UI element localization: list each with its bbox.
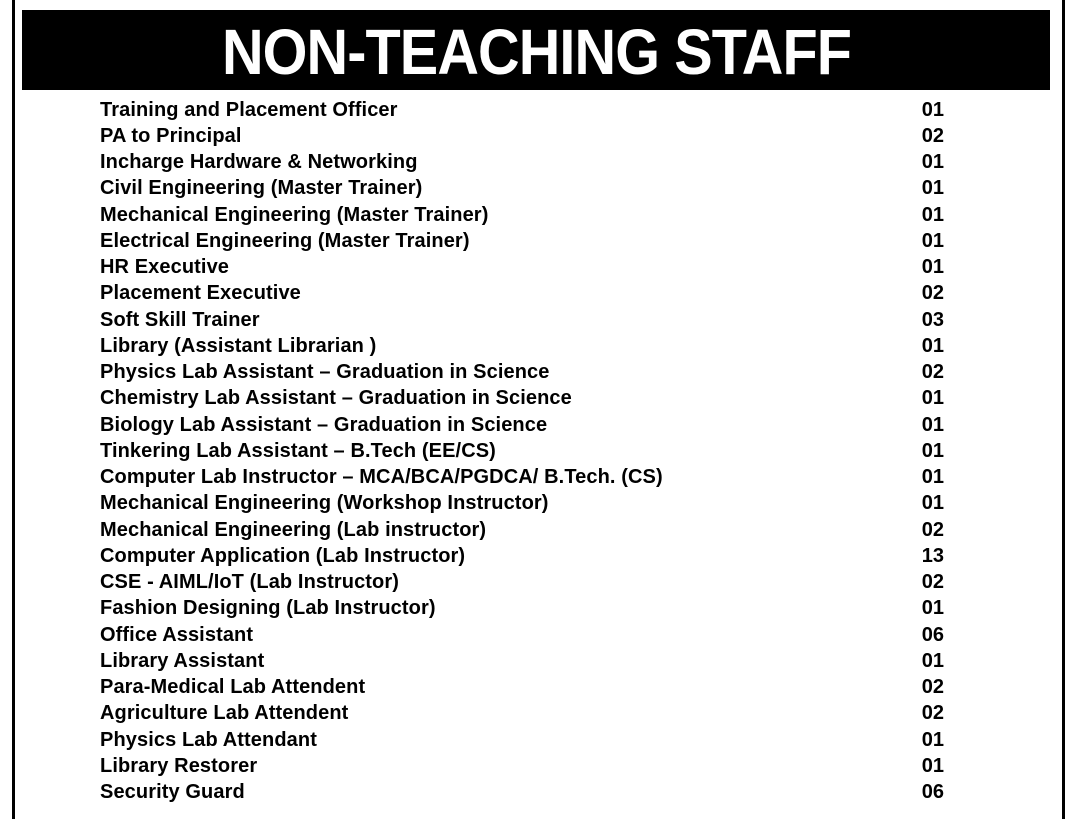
post-count: 06: [921, 781, 944, 804]
list-item: [100, 176, 960, 202]
list-item: [100, 438, 960, 464]
post-count: 03: [921, 308, 944, 331]
post-name: Library Assistant: [100, 649, 265, 672]
post-count: 01: [921, 229, 944, 252]
post-name: Mechanical Engineering (Workshop Instructor): [100, 492, 549, 515]
post-list: [100, 97, 960, 806]
post-count: 01: [921, 334, 944, 357]
post-count: 01: [921, 649, 944, 672]
list-item: [100, 360, 960, 386]
post-count: 01: [921, 728, 944, 751]
list-item: [100, 570, 960, 596]
post-name: HR Executive: [100, 256, 230, 279]
post-count: 06: [921, 623, 944, 646]
post-name: Electrical Engineering (Master Trainer): [100, 229, 470, 252]
list-item: [100, 622, 960, 648]
post-name: Chemistry Lab Assistant – Graduation in Science: [100, 387, 572, 410]
list-item: [100, 648, 960, 674]
list-item: [100, 123, 960, 149]
list-item: [100, 255, 960, 281]
post-name: Physics Lab Assistant – Graduation in Science: [100, 361, 550, 384]
list-item: [100, 150, 960, 176]
post-name: Library (Assistant Librarian ): [100, 334, 377, 357]
post-count: 13: [921, 544, 944, 567]
post-count: 02: [921, 124, 944, 147]
post-name: Para-Medical Lab Attendent: [100, 676, 366, 699]
list-item: [100, 675, 960, 701]
list-item: [100, 491, 960, 517]
post-count: 01: [921, 98, 944, 121]
post-name: Training and Placement Officer: [100, 98, 398, 121]
post-name: Security Guard: [100, 781, 245, 804]
post-count: 02: [921, 518, 944, 541]
post-name: Biology Lab Assistant – Graduation in Science: [100, 413, 548, 436]
post-count: 01: [921, 754, 944, 777]
post-count: 02: [921, 282, 944, 305]
post-name: Tinkering Lab Assistant – B.Tech (EE/CS): [100, 439, 496, 462]
post-name: Fashion Designing (Lab Instructor): [100, 597, 436, 620]
list-item: [100, 97, 960, 123]
page-title: NON-TEACHING STAFF: [221, 16, 851, 88]
list-item: [100, 780, 960, 806]
post-name: Mechanical Engineering (Master Trainer): [100, 203, 489, 226]
post-count: 01: [921, 387, 944, 410]
post-count: 02: [921, 361, 944, 384]
list-item: [100, 333, 960, 359]
post-count: 01: [921, 413, 944, 436]
post-name: Agriculture Lab Attendent: [100, 702, 349, 725]
post-count: 01: [921, 151, 944, 174]
list-item: [100, 202, 960, 228]
post-name: Incharge Hardware & Networking: [100, 151, 418, 174]
post-count: 02: [921, 702, 944, 725]
post-name: Soft Skill Trainer: [100, 308, 260, 331]
post-name: Mechanical Engineering (Lab instructor): [100, 518, 487, 541]
post-count: 01: [921, 203, 944, 226]
post-name: Civil Engineering (Master Trainer): [100, 177, 423, 200]
list-item: [100, 596, 960, 622]
list-item: [100, 727, 960, 753]
post-name: Placement Executive: [100, 282, 301, 305]
list-item: [100, 307, 960, 333]
list-item: [100, 701, 960, 727]
post-count: 02: [921, 676, 944, 699]
post-name: Computer Lab Instructor – MCA/BCA/PGDCA/ B.Tech. (CS): [100, 466, 663, 489]
list-item: [100, 386, 960, 412]
list-item: [100, 228, 960, 254]
list-item: [100, 281, 960, 307]
post-count: 01: [921, 597, 944, 620]
post-count: 02: [921, 571, 944, 594]
post-name: Office Assistant: [100, 623, 254, 646]
list-item: [100, 543, 960, 569]
post-name: PA to Principal: [100, 124, 242, 147]
post-count: 01: [921, 439, 944, 462]
post-name: Computer Application (Lab Instructor): [100, 544, 466, 567]
post-count: 01: [921, 466, 944, 489]
post-count: 01: [921, 177, 944, 200]
post-name: Library Restorer: [100, 754, 258, 777]
list-item: [100, 412, 960, 438]
list-item: [100, 517, 960, 543]
post-name: CSE - AIML/IoT (Lab Instructor): [100, 571, 400, 594]
list-item: [100, 753, 960, 779]
post-name: Physics Lab Attendant: [100, 728, 317, 751]
list-item: [100, 465, 960, 491]
heading-banner: [22, 10, 1050, 90]
post-count: 01: [921, 256, 944, 279]
post-count: 01: [921, 492, 944, 515]
